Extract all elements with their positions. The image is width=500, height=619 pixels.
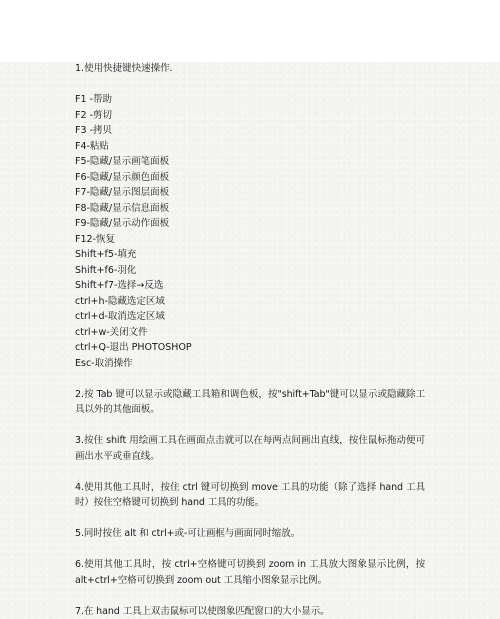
shortcut-item: F12-恢复 (75, 232, 425, 248)
spacer (75, 588, 425, 604)
shortcut-item: Esc-取消操作 (75, 356, 425, 372)
shortcut-item: F1 -帮助 (75, 92, 425, 108)
shortcut-item: ctrl+h-隐藏选定区域 (75, 294, 425, 310)
shortcut-item: ctrl+d-取消选定区域 (75, 309, 425, 325)
spacer (75, 77, 425, 93)
tip-paragraph: 6.使用其他工具时，按 ctrl+空格键可切换到 zoom in 工具放大图象显示比例，按 alt+ctrl+空格可切换到 zoom out 工具缩小图象显示比例。 (75, 557, 425, 588)
tip-paragraph: 3.按住 shift 用绘画工具在画面点击就可以在每两点间画出直线，按住鼠标拖动便可画出水平或垂直线。 (75, 433, 425, 464)
shortcut-item: F9-隐藏/显示动作面板 (75, 216, 425, 232)
spacer (75, 371, 425, 387)
tip-paragraph: 4.使用其他工具时，按住 ctrl 键可切换到 move 工具的功能（除了选择 hand 工具时）按住空格键可切换到 hand 工具的功能。 (75, 480, 425, 511)
spacer (75, 464, 425, 480)
spacer (75, 511, 425, 527)
shortcut-item: F8-隐藏/显示信息面板 (75, 201, 425, 217)
shortcut-item: Shift+f7-选择→反选 (75, 278, 425, 294)
shortcut-item: F7-隐藏/显示图层面板 (75, 185, 425, 201)
shortcut-item: Shift+f5-填充 (75, 247, 425, 263)
shortcut-item: F3 -拷贝 (75, 123, 425, 139)
spacer (75, 542, 425, 558)
shortcut-item: F5-隐藏/显示画笔面板 (75, 154, 425, 170)
shortcut-item: F4-粘贴 (75, 139, 425, 155)
intro-heading: 1.使用快捷键快速操作. (75, 61, 425, 77)
shortcut-item: F6-隐藏/显示颜色面板 (75, 170, 425, 186)
document-body (75, 61, 425, 619)
top-blank-band (0, 0, 500, 62)
spacer (75, 418, 425, 434)
tip-paragraph: 7.在 hand 工具上双击鼠标可以使图象匹配窗口的大小显示。 (75, 604, 425, 619)
tip-paragraph: 5.同时按住 alt 和 ctrl+或-可让画框与画面同时缩放。 (75, 526, 425, 542)
shortcut-item: ctrl+Q-退出 PHOTOSHOP (75, 340, 425, 356)
shortcut-item: Shift+f6-羽化 (75, 263, 425, 279)
tip-paragraph: 2.按 Tab 键可以显示或隐藏工具箱和调色板，按"shift+Tab"键可以显示或隐藏除工具以外的其他面板。 (75, 387, 425, 418)
shortcut-item: ctrl+w-关闭文件 (75, 325, 425, 341)
shortcut-item: F2 -剪切 (75, 108, 425, 124)
